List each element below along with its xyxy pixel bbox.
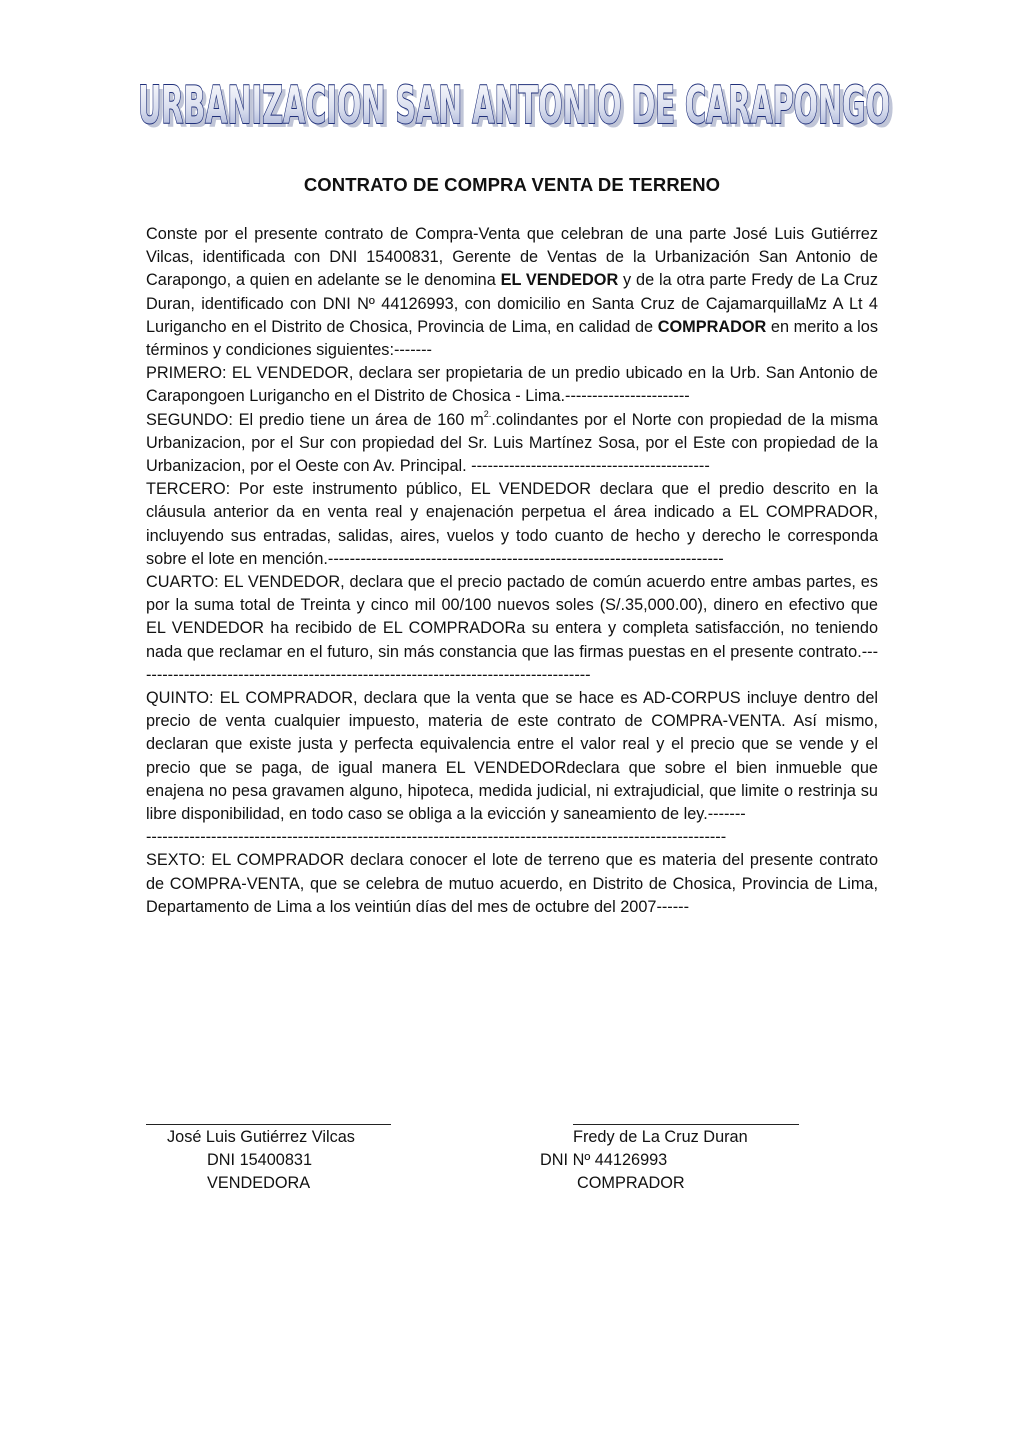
buyer-signature-line [573,1124,799,1125]
banner-text: URBANIZACION SAN ANTONIO DE CARAPONGO [138,76,890,136]
header-banner-graphic [120,68,910,140]
clause-segundo [146,409,878,479]
buyer-name: Fredy de La Cruz Duran [573,1128,748,1146]
intro-text-3: en merito a los términos y condiciones siguientes:------- [146,317,878,360]
seller-dni: DNI 15400831 [207,1151,313,1169]
buyer-role: COMPRADOR [577,1174,685,1192]
intro-text-1: Conste por el presente contrato de Compra-Venta que celebran de una parte José Luis Gutiérrez Vilcas, identificada con DNI 15400831, Gerente de Ventas de la Urbanización San Antonio de Carapongo, a quien en adelante se le denomina [146,225,878,290]
clause-primero: PRIMERO: EL VENDEDOR, declara ser propietaria de un predio ubicado en la Urb. San Antonio de Carapongoen Lurigancho en el Distrito de Chosica - Lima.----------------------- [146,364,878,406]
seller-signature-line [146,1124,391,1125]
buyer-label: COMPRADOR [657,317,767,336]
clause-quinto: QUINTO: EL COMPRADOR, declara que la venta que se hace es AD-CORPUS incluye dentro del precio de venta cualquier impuesto, materia de este contrato de COMPRA-VENTA. Así mismo, declaran que existe justa y perfecta equivalencia entre el valor real y el precio que se vende y el precio que se paga, de igual manera EL VENDEDORdeclara que sobre el bien inmueble que enajena no pesa gravamen alguno, hipoteca, medida judicial, ni extrajudicial, que limite o restrinja su libre disponibilidad, en todo caso se obliga a la evicción y saneamiento de ley.------- [146,689,878,824]
contract-body [146,223,878,919]
clause-sexto: SEXTO: EL COMPRADOR declara conocer el lote de terreno que es materia del presente contrato de COMPRA-VENTA, que se celebra de mutuo acuerdo, en Distrito de Chosica, Provincia de Lima, Departamento de Lima a los veintiún días del mes de octubre del 2007------ [146,851,878,916]
seller-label: EL VENDEDOR [500,271,619,290]
segundo-text-1: SEGUNDO: El predio tiene un área de 160 m [146,410,484,429]
clause-cuarto: CUARTO: EL VENDEDOR, declara que el precio pactado de común acuerdo entre ambas partes, es por la suma total de Treinta y cinco mil 00/100 nuevos soles (S/.35,000.00), dinero en efectivo que EL VENDEDOR ha recibido de EL COMPRADORa su entera y completa satisfacción, no teniendo nada que reclamar en el futuro, sin más constancia que las firmas puestas en el presente contrato.------------------------------------------------------------------------------------- [146,573,878,684]
banner-text-shadow: URBANIZACION SAN ANTONIO DE CARAPONGO [142,80,894,140]
segundo-text-2: .colindantes por el Norte con propiedad de la misma Urbanizacion, por el Sur con propiedad del Sr. Luis Martínez Sosa, por el Este con propiedad de la Urbanizacion, por el Oeste con Av. Principal. -------------------------------------------- [146,410,878,476]
intro-paragraph [146,223,878,362]
seller-name: José Luis Gutiérrez Vilcas [167,1128,355,1146]
document-title: CONTRATO DE COMPRA VENTA DE TERRENO [303,174,721,195]
seller-role: VENDEDORA [207,1174,311,1192]
header-banner [120,68,910,140]
buyer-dni: DNI Nº 44126993 [540,1151,668,1169]
clause-tercero: TERCERO: Por este instrumento público, EL VENDEDOR declara que el predio descrito en la cláusula anterior da en venta real y enajenación perpetua el área indicado a EL COMPRADOR, incluyendo sus entradas, salidas, aires, vuelos y todo cuanto de hecho y derecho le corresponda sobre el lote en mención.------------------------------------------------------------------------- [146,480,878,568]
intro-text-2: y de la otra parte Fredy de La Cruz Duran, identificado con DNI Nº 44126993, con domicilio en Santa Cruz de CajamarquillaMz A Lt 4 Lurigancho en el Distrito de Chosica, Provincia de Lima, en calidad de [146,271,879,336]
superscript-2: 2. [483,408,492,419]
clause-quinto-dashes: ----------------------------------------------------------------------------------------------------------- [146,828,727,847]
